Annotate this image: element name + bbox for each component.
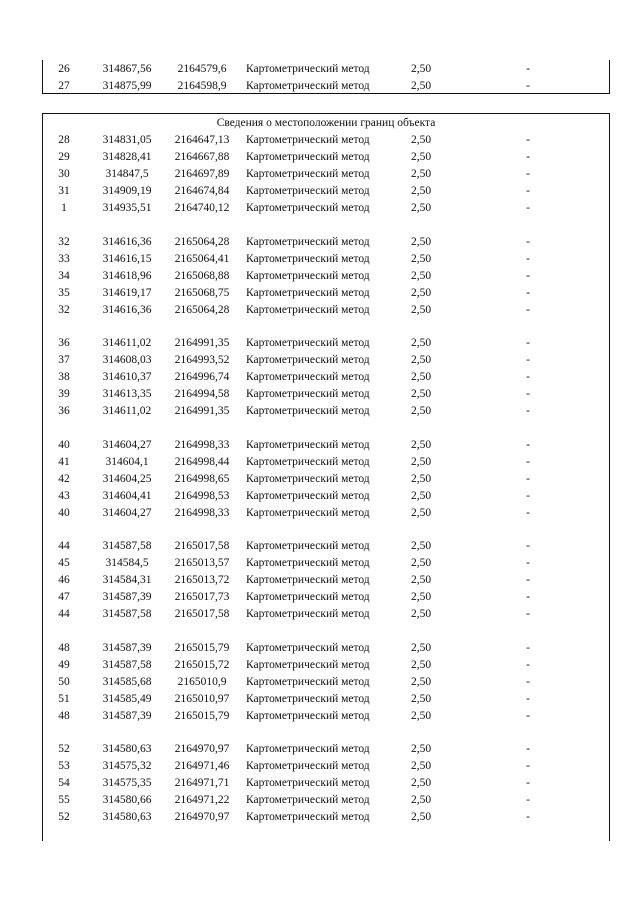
coord-x: 314613,35 [102, 388, 152, 400]
description: - [526, 168, 530, 180]
description: - [526, 286, 530, 299]
coord-y: 2165015,72 [174, 658, 230, 671]
precision: 2,50 [410, 506, 432, 519]
description: - [526, 63, 530, 75]
table-row [0, 792, 640, 808]
point-number: 54 [58, 777, 70, 789]
description: - [526, 235, 530, 248]
table-row [0, 78, 640, 94]
coord-x: 314828,41 [102, 151, 152, 163]
coord-y: 2164647,13 [174, 134, 230, 146]
precision: 2,50 [410, 472, 432, 485]
point-number: 48 [58, 641, 70, 654]
coord-x: 314909,19 [102, 185, 152, 197]
description: - [526, 709, 530, 722]
table-row [0, 149, 640, 165]
point-number: 50 [58, 675, 70, 688]
method: Картометрический метод [246, 574, 370, 586]
point-number: 38 [58, 371, 70, 383]
point-number: 40 [58, 506, 70, 519]
precision: 2,50 [410, 405, 432, 417]
coord-y: 2164697,89 [174, 168, 230, 180]
description: - [526, 692, 530, 705]
precision: 2,50 [410, 303, 432, 316]
description: - [526, 388, 530, 400]
table-row [0, 488, 640, 504]
coord-x: 314935,51 [102, 202, 152, 214]
point-number: 41 [58, 455, 70, 468]
description: - [526, 438, 530, 451]
table-row [0, 352, 640, 368]
precision: 2,50 [410, 134, 432, 146]
coord-x: 314585,49 [102, 692, 152, 705]
coord-x: 314611,02 [102, 337, 152, 349]
description: - [526, 269, 530, 282]
precision: 2,50 [410, 185, 432, 197]
description: - [526, 455, 530, 468]
description: - [526, 506, 530, 519]
coord-y: 2165017,58 [174, 540, 230, 552]
coord-y: 2164667,88 [174, 151, 230, 163]
table-row [0, 606, 640, 622]
point-number: 1 [61, 202, 67, 214]
coord-x: 314604,27 [102, 438, 152, 451]
point-number: 43 [58, 489, 70, 502]
coord-x: 314580,63 [102, 811, 152, 823]
coord-x: 314587,58 [102, 658, 152, 671]
method: Картометрический метод [246, 80, 370, 92]
description: - [526, 675, 530, 688]
description: - [526, 557, 530, 569]
coord-y: 2164971,46 [174, 760, 230, 772]
precision: 2,50 [410, 286, 432, 299]
point-number: 47 [58, 591, 70, 603]
coord-y: 2165010,97 [174, 692, 230, 705]
table-row [0, 61, 640, 77]
point-number: 36 [58, 337, 70, 349]
point-number: 48 [58, 709, 70, 722]
section-title: Сведения о местоположении границ объекта [216, 117, 436, 129]
method: Картометрический метод [246, 371, 370, 383]
coord-y: 2165017,58 [174, 608, 230, 620]
description: - [526, 641, 530, 654]
coord-x: 314575,32 [102, 760, 152, 772]
method: Картометрический метод [246, 134, 370, 146]
method: Картометрический метод [246, 608, 370, 620]
precision: 2,50 [410, 557, 432, 569]
method: Картометрический метод [246, 354, 370, 366]
point-number: 42 [58, 472, 70, 485]
precision: 2,50 [410, 692, 432, 705]
method: Картометрический метод [246, 692, 370, 705]
coord-y: 2165015,79 [174, 709, 230, 722]
point-number: 36 [58, 405, 70, 417]
point-number: 46 [58, 574, 70, 586]
method: Картометрический метод [246, 185, 370, 197]
method: Картометрический метод [246, 405, 370, 417]
table-row [0, 335, 640, 351]
table-row [0, 386, 640, 402]
coord-x: 314604,25 [102, 472, 152, 485]
table-row [0, 572, 640, 588]
description: - [526, 337, 530, 349]
precision: 2,50 [410, 658, 432, 671]
precision: 2,50 [410, 388, 432, 400]
method: Картометрический метод [246, 202, 370, 214]
precision: 2,50 [410, 641, 432, 654]
table-row [0, 809, 640, 825]
table-row [0, 234, 640, 250]
method: Картометрический метод [246, 303, 370, 316]
precision: 2,50 [410, 574, 432, 586]
description: - [526, 540, 530, 552]
coord-x: 314587,39 [102, 709, 152, 722]
description: - [526, 371, 530, 383]
description: - [526, 760, 530, 772]
coord-y: 2165068,75 [174, 286, 230, 299]
precision: 2,50 [410, 709, 432, 722]
coord-y: 2164998,53 [174, 489, 230, 502]
section-top-border [42, 113, 610, 114]
table-row [0, 758, 640, 774]
precision: 2,50 [410, 608, 432, 620]
point-number: 33 [58, 252, 70, 265]
coord-x: 314867,56 [102, 63, 152, 75]
coord-x: 314587,39 [102, 591, 152, 603]
coord-x: 314608,03 [102, 354, 152, 366]
description: - [526, 777, 530, 789]
precision: 2,50 [410, 354, 432, 366]
table-row [0, 369, 640, 385]
precision: 2,50 [410, 675, 432, 688]
coord-y: 2164998,44 [174, 455, 230, 468]
coord-x: 314580,63 [102, 743, 152, 755]
point-number: 52 [58, 811, 70, 823]
coord-x: 314585,68 [102, 675, 152, 688]
method: Картометрический метод [246, 658, 370, 671]
table-row [0, 674, 640, 690]
point-number: 32 [58, 303, 70, 316]
precision: 2,50 [410, 371, 432, 383]
description: - [526, 151, 530, 163]
coord-x: 314604,41 [102, 489, 152, 502]
method: Картометрический метод [246, 489, 370, 502]
precision: 2,50 [410, 151, 432, 163]
method: Картометрический метод [246, 455, 370, 468]
method: Картометрический метод [246, 269, 370, 282]
coord-y: 2165068,88 [174, 269, 230, 282]
table-row [0, 589, 640, 605]
table-row [0, 183, 640, 199]
coord-x: 314619,17 [102, 286, 152, 299]
precision: 2,50 [410, 455, 432, 468]
precision: 2,50 [410, 743, 432, 755]
precision: 2,50 [410, 80, 432, 92]
coord-x: 314875,99 [102, 80, 152, 92]
coord-y: 2164598,9 [177, 80, 227, 92]
precision: 2,50 [410, 269, 432, 282]
coord-x: 314584,5 [105, 557, 149, 569]
coord-y: 2164998,65 [174, 472, 230, 485]
description: - [526, 608, 530, 620]
precision: 2,50 [410, 760, 432, 772]
coord-x: 314575,35 [102, 777, 152, 789]
coord-y: 2165013,57 [174, 557, 230, 569]
point-number: 55 [58, 794, 70, 806]
coord-x: 314611,02 [102, 405, 152, 417]
table-row [0, 200, 640, 216]
coord-y: 2164971,71 [174, 777, 230, 789]
point-number: 53 [58, 760, 70, 772]
table-row [0, 437, 640, 453]
description: - [526, 658, 530, 671]
point-number: 34 [58, 269, 70, 282]
point-number: 28 [58, 134, 70, 146]
method: Картометрический метод [246, 388, 370, 400]
coord-y: 2164998,33 [174, 438, 230, 451]
method: Картометрический метод [246, 337, 370, 349]
description: - [526, 303, 530, 316]
description: - [526, 202, 530, 214]
table-row [0, 471, 640, 487]
coord-x: 314604,1 [105, 455, 149, 468]
method: Картометрический метод [246, 557, 370, 569]
table-row [0, 657, 640, 673]
table-row [0, 268, 640, 284]
coord-x: 314580,66 [102, 794, 152, 806]
point-number: 26 [58, 63, 70, 75]
precision: 2,50 [410, 202, 432, 214]
method: Картометрический метод [246, 641, 370, 654]
method: Картометрический метод [246, 168, 370, 180]
precision: 2,50 [410, 168, 432, 180]
description: - [526, 743, 530, 755]
method: Картометрический метод [246, 709, 370, 722]
method: Картометрический метод [246, 777, 370, 789]
method: Картометрический метод [246, 591, 370, 603]
precision: 2,50 [410, 235, 432, 248]
coord-y: 2165017,73 [174, 591, 230, 603]
method: Картометрический метод [246, 286, 370, 299]
table-row [0, 285, 640, 301]
precision: 2,50 [410, 63, 432, 75]
coord-x: 314616,15 [102, 252, 152, 265]
precision: 2,50 [410, 252, 432, 265]
coord-y: 2165013,72 [174, 574, 230, 586]
point-number: 49 [58, 658, 70, 671]
precision: 2,50 [410, 591, 432, 603]
point-number: 30 [58, 168, 70, 180]
coord-x: 314587,39 [102, 641, 152, 654]
coord-x: 314604,27 [102, 506, 152, 519]
description: - [526, 489, 530, 502]
precision: 2,50 [410, 794, 432, 806]
point-number: 45 [58, 557, 70, 569]
description: - [526, 354, 530, 366]
point-number: 52 [58, 743, 70, 755]
table-row [0, 741, 640, 757]
table-row [0, 775, 640, 791]
coord-y: 2164971,22 [174, 794, 230, 806]
coord-y: 2165064,28 [174, 303, 230, 316]
coord-x: 314616,36 [102, 235, 152, 248]
description: - [526, 794, 530, 806]
table-row [0, 640, 640, 656]
table-row [0, 454, 640, 470]
point-number: 37 [58, 354, 70, 366]
table-row [0, 403, 640, 419]
description: - [526, 405, 530, 417]
coord-y: 2165064,41 [174, 252, 230, 265]
description: - [526, 811, 530, 823]
table-row [0, 166, 640, 182]
coord-y: 2165064,28 [174, 235, 230, 248]
coord-x: 314831,05 [102, 134, 152, 146]
method: Картометрический метод [246, 506, 370, 519]
table-row [0, 708, 640, 724]
coord-y: 2164994,58 [174, 388, 230, 400]
point-number: 51 [58, 692, 70, 705]
table-row [0, 505, 640, 521]
coord-y: 2164970,97 [174, 743, 230, 755]
coord-x: 314584,31 [102, 574, 152, 586]
method: Картометрический метод [246, 743, 370, 755]
method: Картометрический метод [246, 438, 370, 451]
point-number: 31 [58, 185, 70, 197]
description: - [526, 134, 530, 146]
description: - [526, 591, 530, 603]
point-number: 29 [58, 151, 70, 163]
method: Картометрический метод [246, 794, 370, 806]
coord-y: 2164998,33 [174, 506, 230, 519]
point-number: 32 [58, 235, 70, 248]
description: - [526, 80, 530, 92]
method: Картометрический метод [246, 811, 370, 823]
coord-x: 314587,58 [102, 608, 152, 620]
table-row [0, 251, 640, 267]
method: Картометрический метод [246, 252, 370, 265]
precision: 2,50 [410, 438, 432, 451]
coord-y: 2164970,97 [174, 811, 230, 823]
coord-y: 2164991,35 [174, 405, 230, 417]
description: - [526, 472, 530, 485]
coord-y: 2165010,9 [177, 675, 227, 688]
precision: 2,50 [410, 337, 432, 349]
coord-y: 2164993,52 [174, 354, 230, 366]
table-row [0, 538, 640, 554]
description: - [526, 574, 530, 586]
description: - [526, 252, 530, 265]
coord-x: 314618,96 [102, 269, 152, 282]
precision: 2,50 [410, 540, 432, 552]
coord-y: 2164740,12 [174, 202, 230, 214]
coord-x: 314847,5 [105, 168, 149, 180]
point-number: 35 [58, 286, 70, 299]
coord-y: 2164996,74 [174, 371, 230, 383]
method: Картометрический метод [246, 472, 370, 485]
method: Картометрический метод [246, 760, 370, 772]
method: Картометрический метод [246, 151, 370, 163]
point-number: 40 [58, 438, 70, 451]
coord-y: 2164991,35 [174, 337, 230, 349]
point-number: 27 [58, 80, 70, 92]
method: Картометрический метод [246, 675, 370, 688]
table-row [0, 302, 640, 318]
point-number: 39 [58, 388, 70, 400]
coord-x: 314616,36 [102, 303, 152, 316]
coord-x: 314610,37 [102, 371, 152, 383]
coord-y: 2164674,84 [174, 185, 230, 197]
coord-x: 314587,58 [102, 540, 152, 552]
coord-y: 2165015,79 [174, 641, 230, 654]
precision: 2,50 [410, 489, 432, 502]
description: - [526, 185, 530, 197]
table-row [0, 691, 640, 707]
table-row [0, 555, 640, 571]
precision: 2,50 [410, 777, 432, 789]
point-number: 44 [58, 608, 70, 620]
method: Картометрический метод [246, 235, 370, 248]
method: Картометрический метод [246, 63, 370, 75]
point-number: 44 [58, 540, 70, 552]
coord-y: 2164579,6 [177, 63, 227, 75]
precision: 2,50 [410, 811, 432, 823]
table-row [0, 132, 640, 148]
method: Картометрический метод [246, 540, 370, 552]
